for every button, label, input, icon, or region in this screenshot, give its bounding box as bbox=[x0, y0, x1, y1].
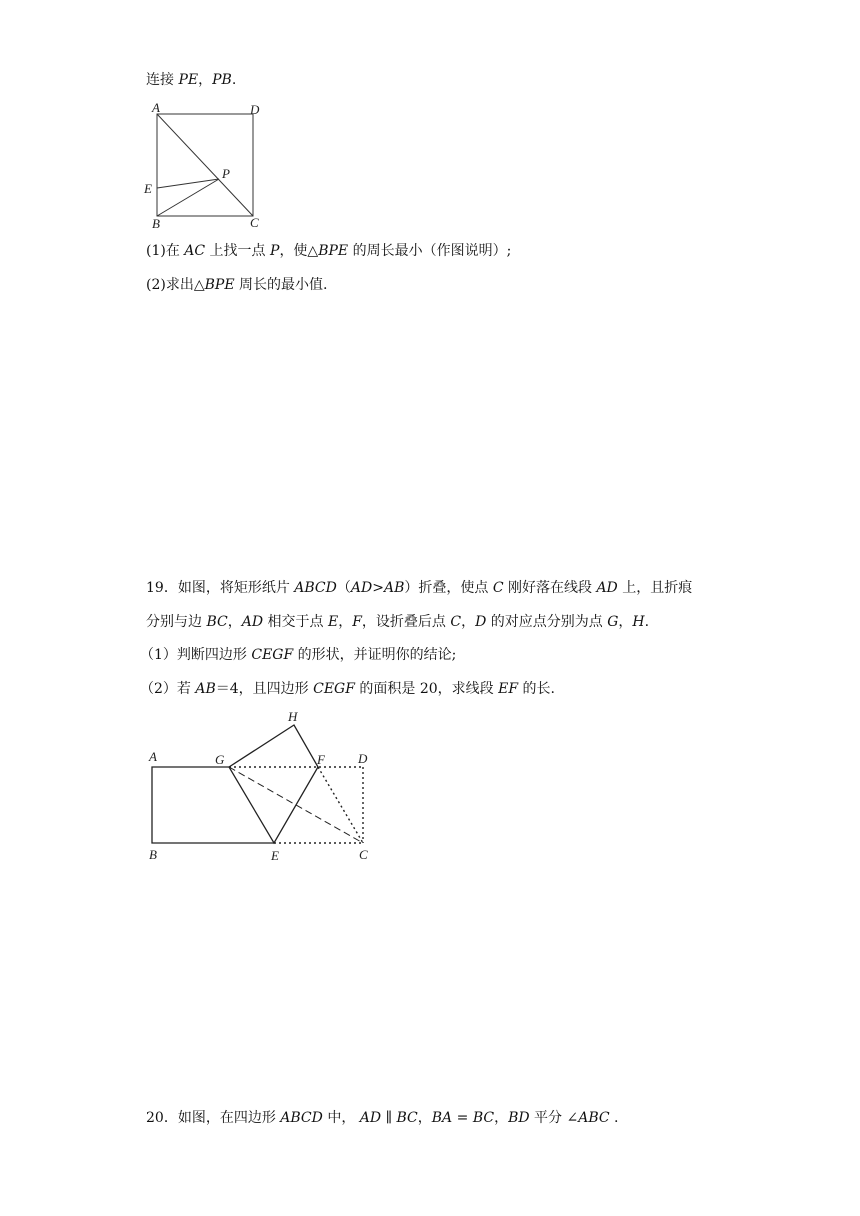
dotted-fc bbox=[318, 767, 363, 843]
label-e: E bbox=[271, 848, 279, 863]
folded-shape-ghfe bbox=[229, 725, 318, 843]
intro-line: 连接 PE，PB. bbox=[146, 72, 237, 88]
q19-line2: 分别与边 BC，AD 相交于点 E，F，设折叠后点 C，D 的对应点分别为点 G，H. bbox=[146, 614, 650, 630]
diagonal-ac bbox=[157, 114, 253, 216]
q19-part1: （1）判断四边形 CEGF 的形状，并证明你的结论; bbox=[140, 647, 457, 663]
segment-pe bbox=[157, 179, 219, 188]
label-f: F bbox=[317, 752, 325, 767]
q18-part1: (1)在 AC 上找一点 P，使△BPE 的周长最小（作图说明）; bbox=[146, 243, 512, 259]
label-a: A bbox=[149, 749, 157, 764]
label-a: A bbox=[152, 100, 160, 115]
label-h: H bbox=[288, 709, 298, 724]
label-e: E bbox=[144, 181, 152, 196]
dashed-gc bbox=[229, 767, 363, 843]
figure-square-abcd bbox=[138, 100, 268, 230]
label-b: B bbox=[149, 847, 157, 862]
label-c: C bbox=[359, 847, 368, 862]
label-c: C bbox=[250, 215, 259, 230]
figure-folded-rectangle bbox=[140, 705, 380, 865]
label-g: G bbox=[215, 752, 225, 767]
rect-left-part bbox=[152, 767, 274, 843]
segment-pb bbox=[157, 179, 219, 216]
label-d: D bbox=[250, 102, 260, 117]
label-p: P bbox=[222, 166, 230, 181]
label-d: D bbox=[358, 751, 368, 766]
q19-line1: 19．如图，将矩形纸片 ABCD（AD>AB）折叠，使点 C 刚好落在线段 AD 上，且折痕 bbox=[146, 580, 693, 596]
q18-part2: (2)求出△BPE 周长的最小值. bbox=[146, 277, 328, 293]
label-b: B bbox=[152, 216, 160, 230]
q20-line1: 20．如图，在四边形 ABCD 中， AD ∥ BC，BA = BC，BD 平分 ∠ABC . bbox=[146, 1110, 619, 1126]
q19-part2: （2）若 AB＝4，且四边形 CEGF 的面积是 20，求线段 EF 的长. bbox=[140, 681, 555, 697]
